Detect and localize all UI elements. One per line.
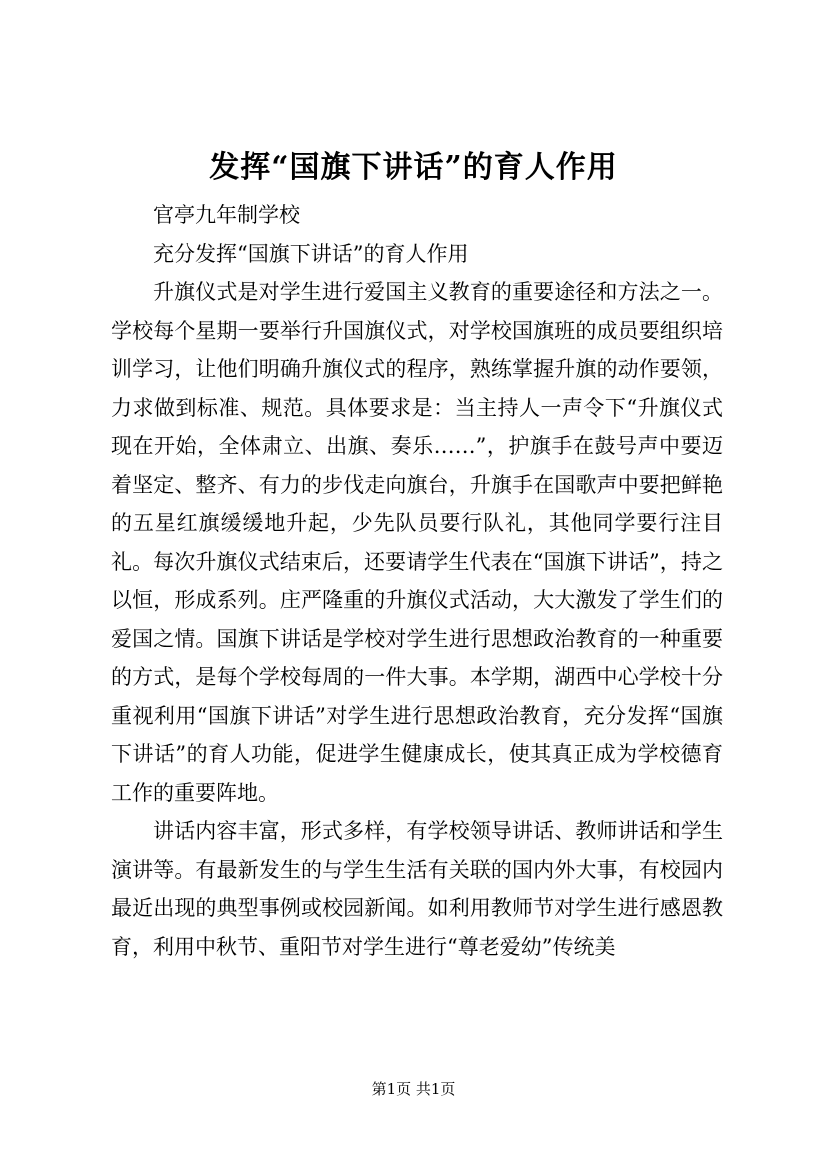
paragraph-1: 升旗仪式是对学生进行爱国主义教育的重要途径和方法之一。学校每个星期一要举行升国旗仪式，对学校国旗班的成员要组织培训学习，让他们明确升旗仪式的程序，熟练掌握升旗的动作要领，力求做到标准、规范。具体要求是：当主持人一声令下“升旗仪式现在开始，全体肃立、出旗、奏乐……”，护旗手在鼓号声中要迈着坚定、整齐、有力的步伐走向旗台，升旗手在国歌声中要把鲜艳的五星红旗缓缓地升起，少先队员要行队礼，其他同学要行注目礼。每次升旗仪式结束后，还要请学生代表在“国旗下讲话”，持之以恒，形成系列。庄严隆重的升旗仪式活动，大大激发了学生们的爱国之情。国旗下讲话是学校对学生进行思想政治教育的一种重要的方式，是每个学校每周的一件大事。本学期，湖西中心学校十分重视利用“国旗下讲话”对学生进行思想政治教育，充分发挥“国旗下讲话”的育人功能，促进学生健康成长，使其真正成为学校德育工作的重要阵地。 <box>111 280 723 805</box>
document-body <box>111 196 723 966</box>
page-footer: 第1页 共1页 <box>371 1080 456 1098</box>
document-title: 发挥“国旗下讲话”的育人作用 <box>209 150 618 185</box>
paragraph-2: 讲话内容丰富，形式多样，有学校领导讲话、教师讲话和学生演讲等。有最新发生的与学生生活有关联的国内外大事，有校园内最近出现的典型事例或校园新闻。如利用教师节对学生进行感恩教育，利用中秋节、重阳节对学生进行“尊老爱幼”传统美 <box>111 819 723 959</box>
subtitle-line: 充分发挥“国旗下讲话”的育人作用 <box>153 241 469 266</box>
author-line: 官亭九年制学校 <box>153 203 300 227</box>
